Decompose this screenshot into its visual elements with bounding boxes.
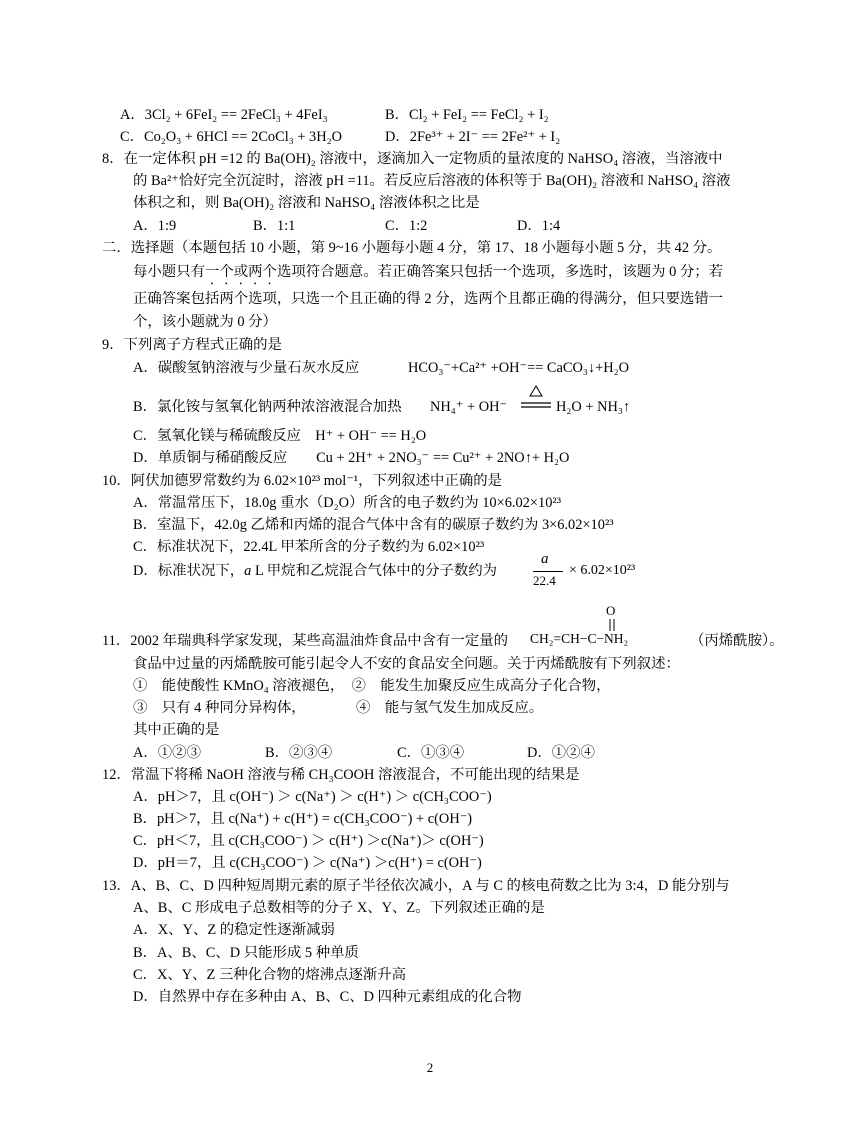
- q13-option-a: A．X、Y、Z 的稳定性逐渐减弱: [133, 922, 335, 938]
- q12-option-a: A．pH＞7，且 c(OH⁻) ＞ c(Na⁺) ＞ c(H⁺) ＞ c(CH₃COO⁻): [133, 789, 492, 805]
- q8-stem-line3: 体积之和，则 Ba(OH)₂ 溶液和 NaHSO₄ 溶液体积之比是: [133, 195, 480, 211]
- q10-option-c: C．标准状况下，22.4L 甲苯所含的分子数约为 6.02×10²³: [133, 539, 485, 555]
- formula-denominator: 22.4: [533, 573, 556, 588]
- q12-option-b: B．pH＞7，且 c(Na⁺) + c(H⁺) = c(CH₃COO⁻) + c(OH⁻): [133, 811, 473, 827]
- q10-option-a: A．常温常压下，18.0g 重水（D₂O）所含的电子数约为 10×6.02×10²³: [133, 495, 562, 511]
- q8-stem-line2: 的 Ba²⁺恰好完全沉淀时，溶液 pH =11。若反应后溶液的体积等于 Ba(OH)₂ 溶液和 NaHSO₄ 溶液: [133, 173, 731, 189]
- q10-d-text: D．标准状况下，: [133, 563, 245, 579]
- q8-option-c: C．1:2: [385, 218, 428, 234]
- q8-option-d: D．1:4: [517, 218, 561, 234]
- q13-option-c: C．X、Y、Z 三种化合物的熔沸点逐渐升高: [133, 967, 407, 983]
- q12-option-d: D．pH＝7，且 c(CH₃COO⁻) ＞ c(Na⁺) ＞c(H⁺) = c(OH⁻): [133, 855, 482, 871]
- q9-option-b-equation-right: H₂O + NH₃↑: [556, 399, 631, 415]
- formula-multiplier: × 6.02×10²³: [569, 563, 636, 578]
- q8-option-b: B．1:1: [253, 218, 296, 234]
- structure-oxygen: O: [606, 603, 616, 618]
- q11-statements-1-2: ① 能使酸性 KMnO₄ 溶液褪色， ② 能发生加聚反应生成高分子化合物，: [133, 678, 611, 694]
- section2-heading-line2: [133, 262, 723, 288]
- q8-stem-line1: 8．在一定体积 pH =12 的 Ba(OH)₂ 溶液中，逐滴加入一定物质的量浓度的 NaHSO₄ 溶液，当溶液中: [102, 151, 723, 167]
- q13-option-b: B．A、B、C、D 只能形成 5 种单质: [133, 945, 359, 961]
- q7-option-a: A．3Cl₂ + 6FeI₂ == 2FeCl₃ + 4FeI₃: [120, 107, 328, 123]
- heating-arrow-icon: [519, 383, 553, 413]
- q11-compound-name: （丙烯酰胺）。: [690, 633, 784, 649]
- q10-stem: 10．阿伏加德罗常数约为 6.02×10²³ mol⁻¹，下列叙述中正确的是: [102, 473, 503, 489]
- q10-d-formula: [533, 551, 668, 591]
- q10-d-text: L 甲烷和乙烷混合气体中的分子数约为: [251, 563, 498, 579]
- section2-text: 每小题只有: [133, 264, 205, 280]
- q8-option-a: A．1:9: [133, 218, 177, 234]
- acrylamide-structure: [530, 601, 690, 651]
- section2-heading-line1: 二．选择题（本题包括 10 小题，第 9~16 小题每小题 4 分，第 17、18 小题每小题 5 分，共 42 分。: [102, 240, 722, 256]
- section2-emphasis: 一个或两个: [204, 264, 277, 280]
- q7-option-d: D．2Fe³⁺ + 2I⁻ == 2Fe²⁺ + I₂: [385, 129, 561, 145]
- q10-option-b: B．室温下，42.0g 乙烯和丙烯的混合气体中含有的碳原子数约为 3×6.02×10²³: [133, 517, 614, 533]
- q9-option-c: C．氢氧化镁与稀硫酸反应 H⁺ + OH⁻ == H₂O: [133, 428, 427, 444]
- q7-option-c: C．Co₂O₃ + 6HCl == 2CoCl₃ + 3H₂O: [120, 129, 343, 145]
- q11-statements-3-4: ③ 只有 4 种同分异构体， ④ 能与氢气发生加成反应。: [133, 700, 544, 716]
- q9-stem: 9．下列离子方程式正确的是: [102, 337, 282, 353]
- q9-option-a-equation: HCO₃⁻+Ca²⁺ +OH⁻== CaCO₃↓+H₂O: [408, 360, 630, 376]
- q11-stem-line1: 11．2002 年瑞典科学家发现，某些高温油炸食品中含有一定量的: [102, 633, 509, 649]
- section2-heading-line4: 个，该小题就为 0 分）: [133, 314, 277, 330]
- structure-chain: CH₂=CH−C−NH₂: [530, 631, 629, 646]
- q11-stem-line3: 其中正确的是: [133, 722, 220, 738]
- q11-option-d: D．①②④: [527, 745, 595, 761]
- section2-heading-line3: 正确答案包括两个选项，只选一个且正确的得 2 分，选两个且都正确的得满分，但只要选错一: [133, 291, 724, 307]
- q11-option-c: C．①③④: [397, 745, 465, 761]
- q11-option-b: B．②③④: [265, 745, 333, 761]
- q11-option-a: A．①②③: [133, 745, 201, 761]
- formula-numerator: a: [541, 551, 549, 567]
- q10-d-variable: a: [244, 563, 252, 579]
- q12-option-c: C．pH＜7，且 c(CH₃COO⁻) ＞ c(H⁺) ＞c(Na⁺)＞ c(OH⁻): [133, 833, 484, 849]
- q9-option-a-label: A．碳酸氢钠溶液与少量石灰水反应: [133, 360, 360, 376]
- q12-stem: 12．常温下将稀 NaOH 溶液与稀 CH₃COOH 溶液混合，不可能出现的结果是: [102, 767, 580, 783]
- section2-text: 选项符合题意。若正确答案只包括一个选项，多选时，该题为 0 分；若: [276, 264, 724, 280]
- q7-option-b: B．Cl₂ + FeI₂ == FeCl₂ + I₂: [385, 107, 549, 123]
- q9-option-d: D．单质铜与稀硝酸反应 Cu + 2H⁺ + 2NO₃⁻ == Cu²⁺ + 2NO↑+ H₂O: [133, 450, 570, 466]
- q9-option-b-label: B．氯化铵与氢氧化钠两种浓溶液混合加热: [133, 399, 402, 415]
- q11-stem-line2: 食品中过量的丙烯酰胺可能引起令人不安的食品安全问题。关于丙烯酰胺有下列叙述：: [133, 656, 680, 672]
- q13-option-d: D．自然界中存在多种由 A、B、C、D 四种元素组成的化合物: [133, 989, 522, 1005]
- q13-stem-line2: A、B、C 形成电子总数相等的分子 X、Y、Z。下列叙述正确的是: [133, 900, 545, 916]
- page-number: 2: [426, 1060, 434, 1075]
- q13-stem-line1: 13．A、B、C、D 四种短周期元素的原子半径依次减小，A 与 C 的核电荷数之比为 3:4，D 能分别与: [102, 878, 730, 894]
- q10-option-d: [133, 561, 497, 581]
- q9-option-b-equation-left: NH₄⁺ + OH⁻: [430, 399, 508, 415]
